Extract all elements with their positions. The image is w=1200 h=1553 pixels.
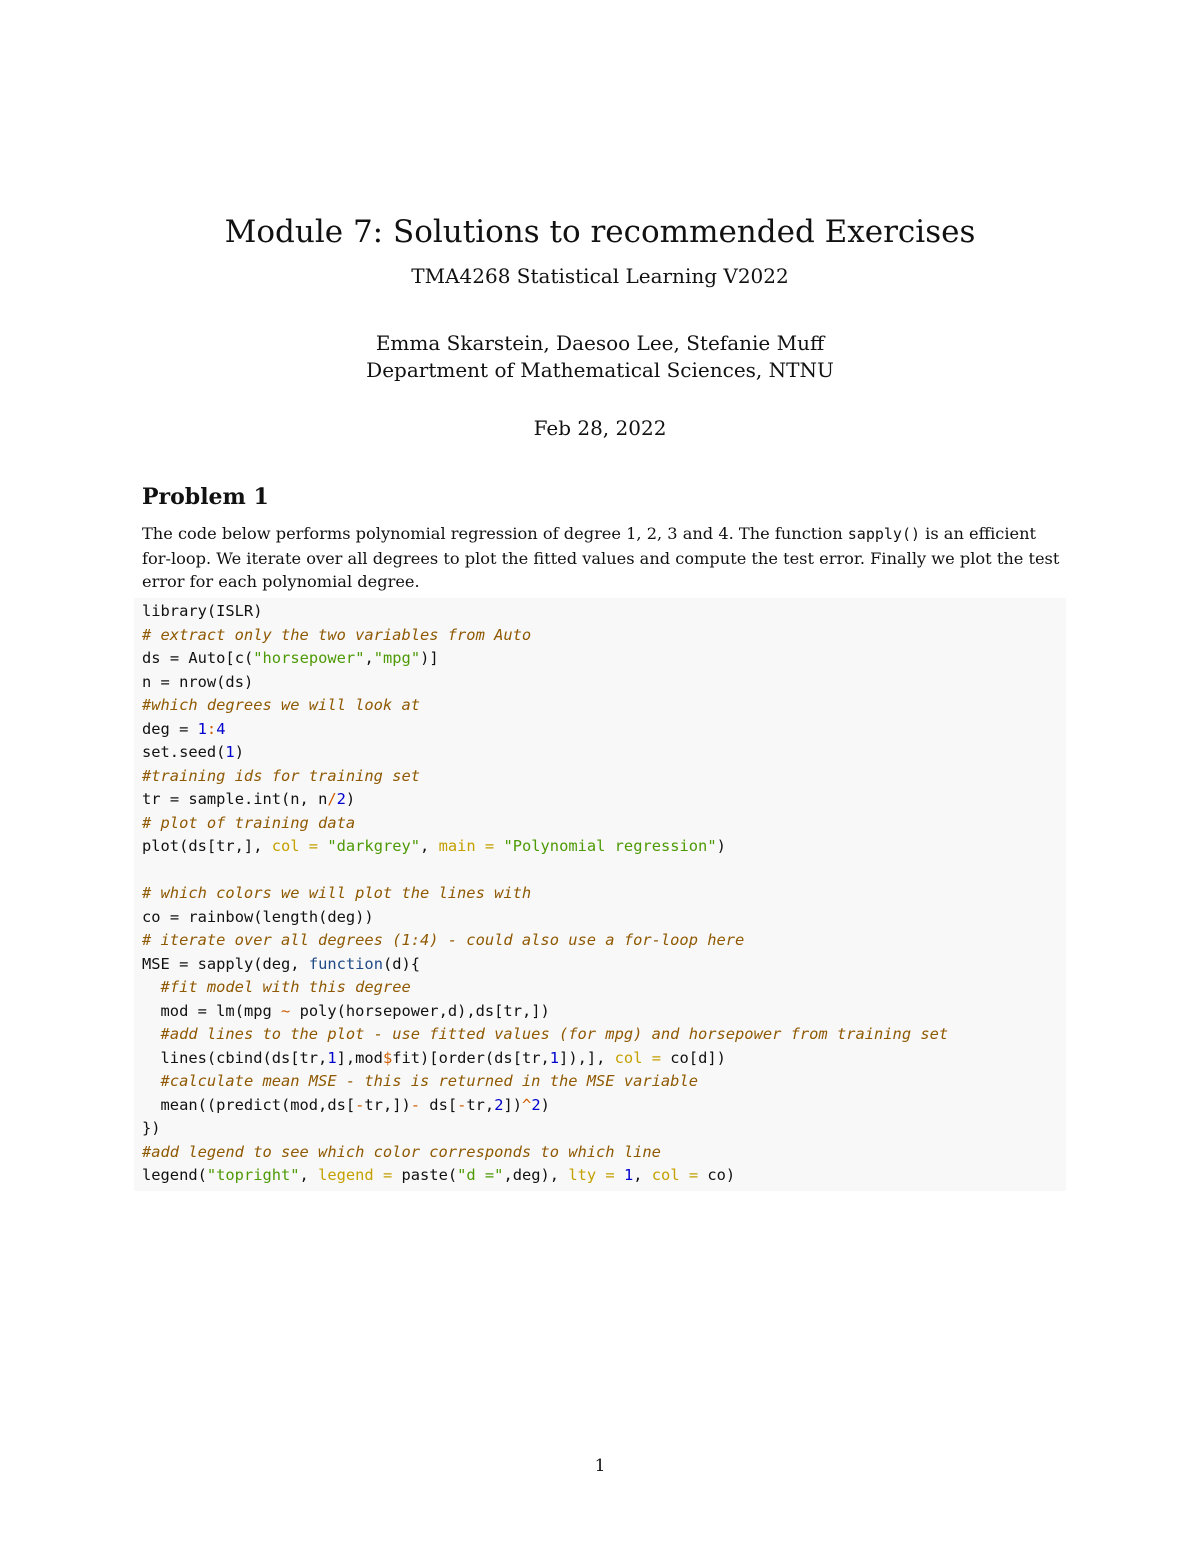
code-token: ) (234, 743, 244, 761)
code-line (142, 600, 1066, 624)
code-line (142, 882, 1066, 906)
problem-1-description (142, 522, 1062, 594)
code-token: plot(ds[tr,], (142, 837, 272, 855)
code-token: tr (142, 790, 170, 808)
code-token: "darkgrey" (327, 837, 421, 855)
code-line (142, 1117, 1066, 1141)
code-token: ],mod (336, 1048, 383, 1067)
code-token: col = (614, 1048, 661, 1067)
description-text-end: is an efficient for-loop. We iterate over all degrees to plot the fitted values and compute the test error. Finally we plot the test error for each polynomial degree. (142, 524, 1060, 591)
code-token: poly(horsepower,d),ds[tr,]) (290, 1001, 550, 1020)
code-token: col = (271, 837, 319, 855)
code-token: (d){ (382, 954, 421, 973)
code-token: ^ (522, 1095, 532, 1114)
code-line (142, 647, 1066, 671)
code-line (142, 859, 1066, 883)
code-line (142, 765, 1066, 789)
page-number: 1 (594, 1456, 606, 1476)
code-token: main = (438, 837, 495, 855)
code-token: lty = (568, 1166, 615, 1184)
code-token: $ (382, 1048, 393, 1067)
code-token: # extract only the two variables from Auto (142, 625, 532, 644)
code-line (142, 718, 1066, 742)
code-token: 2 (336, 790, 346, 808)
code-line (142, 812, 1066, 836)
code-token: "Polynomial regression" (503, 837, 717, 855)
code-token: "horsepower" (253, 649, 365, 667)
code-token: 4 (216, 719, 226, 738)
code-token: , (364, 649, 374, 667)
code-token: = (169, 649, 180, 667)
code-token: legend( (142, 1166, 207, 1184)
code-token: ]),], (559, 1048, 615, 1067)
code-token: ) (540, 1095, 550, 1114)
code-line (142, 741, 1066, 765)
code-token: #add legend to see which color corresponds to which line (142, 1142, 661, 1161)
code-line (142, 1070, 1066, 1094)
code-line (142, 671, 1066, 695)
code-token: #add lines to the plot - use fitted values (for mpg) and horsepower from training set (160, 1025, 949, 1043)
code-token: sapply(deg, (188, 954, 309, 973)
department: Department of Mathematical Sciences, NTNU (366, 358, 834, 382)
code-token: ( (243, 649, 254, 667)
code-token: mod (142, 1001, 198, 1020)
code-token: sample.int(n, n (179, 790, 328, 808)
code-token (615, 1166, 624, 1184)
code-token (142, 978, 161, 996)
code-token: ]) (503, 1095, 523, 1114)
code-token: #fit model with this degree (160, 978, 411, 996)
code-token: ) (345, 790, 356, 808)
code-token: / (327, 790, 337, 808)
code-token: # which colors we will plot the lines with (142, 884, 532, 902)
code-token: paste( (392, 1166, 458, 1184)
code-token: fit)[order(ds[tr, (392, 1048, 550, 1067)
code-token: n (142, 672, 161, 691)
code-token: 1 (327, 1048, 337, 1067)
code-token: - (457, 1095, 467, 1114)
code-token: - (410, 1095, 421, 1114)
code-line (142, 788, 1066, 812)
code-token: 1 (225, 743, 235, 761)
code-token: ~ (281, 1001, 291, 1020)
code-token: 1 (197, 719, 207, 738)
document-date: Feb 28, 2022 (533, 416, 667, 440)
code-token (318, 837, 327, 855)
r-code-block (134, 598, 1066, 1191)
code-token: rainbow(length(deg)) (179, 907, 374, 926)
code-token: co[d]) (661, 1048, 726, 1067)
code-token: ds (142, 649, 170, 667)
code-token: 2 (531, 1095, 541, 1114)
code-token: function (308, 954, 383, 973)
code-token: tr, (466, 1095, 495, 1114)
code-token: = (197, 1001, 207, 1020)
authors: Emma Skarstein, Daesoo Lee, Stefanie Muff (375, 331, 825, 355)
code-token: )] (420, 649, 439, 667)
code-token: col = (651, 1166, 699, 1184)
code-line (142, 1141, 1066, 1165)
code-line (142, 694, 1066, 718)
code-line (142, 1047, 1066, 1071)
code-token: ds[ (420, 1095, 458, 1114)
code-line (142, 835, 1066, 859)
code-token: legend = (318, 1166, 393, 1184)
code-token: , (633, 1166, 652, 1184)
code-token: }) (142, 1119, 161, 1137)
code-token: lines(cbind(ds[tr, (142, 1048, 328, 1067)
code-token: : (206, 719, 217, 738)
code-token: set.seed( (142, 743, 226, 761)
code-line (142, 953, 1066, 977)
code-token: co) (698, 1166, 736, 1184)
code-token: nrow(ds) (169, 672, 254, 691)
code-token: library(ISLR) (142, 602, 263, 620)
code-line (142, 906, 1066, 930)
code-token: tr,]) (364, 1095, 411, 1114)
code-token: # plot of training data (142, 813, 356, 832)
code-line (142, 624, 1066, 648)
code-token: - (355, 1095, 365, 1114)
code-token: co (142, 907, 170, 926)
document-title: Module 7: Solutions to recommended Exercises (224, 214, 976, 250)
code-token: = (169, 790, 180, 808)
code-token (188, 720, 197, 738)
code-line (142, 1000, 1066, 1024)
code-token: = (179, 719, 189, 738)
problem-1-heading: Problem 1 (142, 484, 269, 510)
code-token: c (234, 649, 244, 667)
code-token: , (420, 837, 439, 855)
code-token (142, 1025, 161, 1043)
code-token: , (299, 1166, 319, 1184)
code-token (142, 1072, 161, 1090)
code-token: "topright" (206, 1166, 300, 1184)
code-token: lm(mpg (206, 1001, 282, 1020)
code-token: #calculate mean MSE - this is returned in the MSE variable (160, 1072, 698, 1090)
inline-code-sapply: sapply() (847, 525, 921, 543)
code-token: #which degrees we will look at (142, 696, 420, 714)
code-token: MSE (142, 954, 180, 973)
code-line (142, 929, 1066, 953)
code-token: deg (142, 719, 180, 738)
code-token: mean((predict(mod,ds[ (142, 1095, 356, 1114)
code-line (142, 1023, 1066, 1047)
code-token: "mpg" (373, 649, 421, 667)
code-line (142, 1094, 1066, 1118)
code-line (142, 1164, 1066, 1188)
code-token: 2 (494, 1095, 504, 1114)
code-token: ) (716, 837, 726, 855)
code-token: 1 (549, 1048, 560, 1067)
course-subtitle: TMA4268 Statistical Learning V2022 (411, 264, 789, 288)
code-token: "d =" (457, 1166, 504, 1184)
code-token: = (179, 954, 189, 973)
description-text-start: The code below performs polynomial regression of degree 1, 2, 3 and 4. The function (142, 524, 848, 543)
code-token: = (169, 907, 180, 926)
code-token: = (160, 672, 170, 691)
code-token: # iterate over all degrees (1:4) - could also use a for-loop here (142, 931, 745, 949)
code-token: Auto[ (179, 649, 235, 667)
code-token: ,deg), (503, 1166, 569, 1184)
code-token: 1 (623, 1166, 634, 1184)
code-token: #training ids for training set (142, 766, 420, 785)
code-line (142, 976, 1066, 1000)
